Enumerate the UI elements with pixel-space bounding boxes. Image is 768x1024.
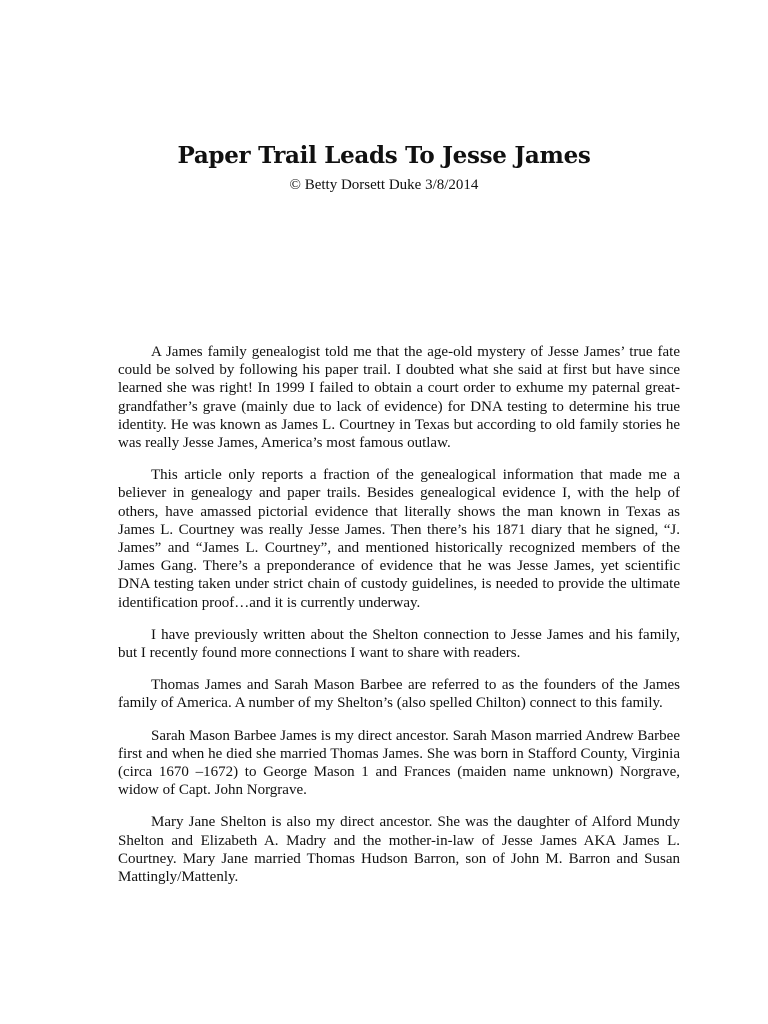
paragraph: I have previously written about the Shelton connection to Jesse James and his family, but I recently found more connections I want to share with readers.	[118, 626, 680, 662]
document-byline: © Betty Dorsett Duke 3/8/2014	[289, 177, 479, 193]
paragraph: Thomas James and Sarah Mason Barbee are referred to as the founders of the James family of America. A number of my Shelton’s (also spelled Chilton) connect to this family.	[118, 677, 680, 712]
paragraph: A James family genealogist told me that the age-old mystery of Jesse James’ true fate could be solved by following his paper trail. I doubted what she said at first but have since learned she was right! In 1999 I failed to obtain a court order to exhume my paternal great-grandfather’s grave (mainly due to lack of evidence) for DNA testing to determine his true identity. He was known as James L. Courtney in Texas but according to old family stories he was really Jesse James, America’s most famous outlaw.	[118, 344, 680, 452]
paragraph: Mary Jane Shelton is also my direct ancestor. She was the daughter of Alford Mundy Shelton and Elizabeth A. Madry and the mother-in-law of Jesse James AKA James L. Courtney. Mary Jane married Thomas Hudson Barron, son of John M. Barron and Susan Mattingly/Mattenly.	[118, 814, 680, 886]
paragraph: This article only reports a fraction of the genealogical information that made me a believer in genealogy and paper trails. Besides genealogical evidence I, with the help of others, have amassed pictorial evidence that literally shows the man known in Texas as James L. Courtney was really Jesse James. Then there’s his 1871 diary that he signed, “J. James” and “James L. Courtney”, and mentioned historically recognized members of the James Gang. There’s a preponderance of evidence that he was Jesse James, yet scientific DNA testing taken under strict chain of custody guidelines, is needed to provide the ultimate identification proof…and it is currently underway.	[118, 467, 680, 611]
document-body	[118, 343, 680, 900]
document-title: Paper Trail Leads To Jesse James	[177, 142, 591, 169]
paragraph: Sarah Mason Barbee James is my direct ancestor. Sarah Mason married Andrew Barbee first and when he died she married Thomas James. She was born in Stafford County, Virginia (circa 1670 –1672) to George Mason 1 and Frances (maiden name unknown) Norgrave, widow of Capt. John Norgrave.	[118, 727, 680, 799]
